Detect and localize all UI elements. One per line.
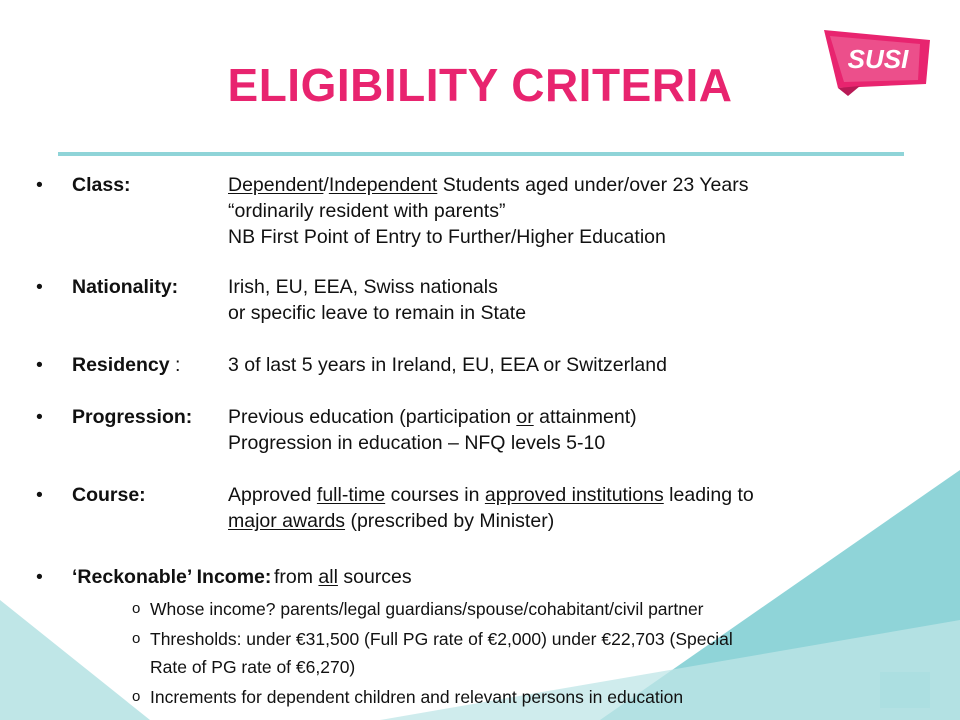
page-title: ELIGIBILITY CRITERIA: [227, 59, 733, 111]
criterion-value: from all sources: [274, 566, 412, 588]
bullet-icon: •: [36, 566, 43, 588]
criterion-label: Class:: [72, 174, 131, 196]
criterion-value: Dependent/Independent Students aged under/over 23 Years “ordinarily resident with parents” NB First Point of Entry to Further/Higher Education: [228, 174, 749, 248]
criterion-label: Residency :: [72, 354, 181, 376]
subbullet-icon: o: [132, 630, 141, 647]
subbullet-icon: o: [132, 600, 141, 617]
criterion-label: ‘Reckonable’ Income:: [72, 566, 272, 588]
criterion-label: Course:: [72, 484, 146, 506]
criterion-label: Nationality:: [72, 276, 179, 298]
criterion-value: 3 of last 5 years in Ireland, EU, EEA or Switzerland: [228, 354, 667, 376]
criterion-value: Previous education (participation or attainment) Progression in education – NFQ levels 5-10: [228, 406, 637, 454]
bullet-icon: •: [36, 406, 43, 428]
svg-text:SUSI: SUSI: [847, 44, 909, 74]
title-underline: [58, 152, 904, 156]
bullet-icon: •: [36, 276, 43, 298]
criterion-value: Approved full-time courses in approved institutions leading to major awards (prescribed by Minister): [228, 484, 754, 532]
subbullet-icon: o: [132, 688, 141, 705]
teal-shape-left: [0, 600, 150, 720]
slide: SUSI ELIGIBILITY CRITERIA • Class: Dependent/Independent Students aged under/over 23 Years “ordinarily resident with parents” NB First Point of Entry to Further/Higher Education • Nationality: Irish, EU, EEA, Swiss nationals or specific leave to remain in State • Residency : 3 of last 5 years in Ireland, EU, EEA or Switzerland • Progression: Previous education (participation or attainment) Progression in education – NFQ levels 5-10 • Course: Approved full-time courses in approved institutions leading to major awards (prescribed by Minister) • ‘Reckonable’ Income: from all sources o Whose income? parents/legal guardians/spouse/cohabitant/civil partner o Thresholds: under €31,500 (Full PG rate of €2,000) under €22,703 (Special Rate of PG rate of €6,270) o Increments for dependent children and relevant persons in education: [0, 0, 960, 720]
criterion-label: Progression:: [72, 406, 193, 428]
bullet-icon: •: [36, 354, 43, 376]
bullet-icon: •: [36, 484, 43, 506]
bullet-icon: •: [36, 174, 43, 196]
corner-box: [880, 672, 930, 708]
criterion-value: Irish, EU, EEA, Swiss nationals or specific leave to remain in State: [228, 276, 527, 324]
